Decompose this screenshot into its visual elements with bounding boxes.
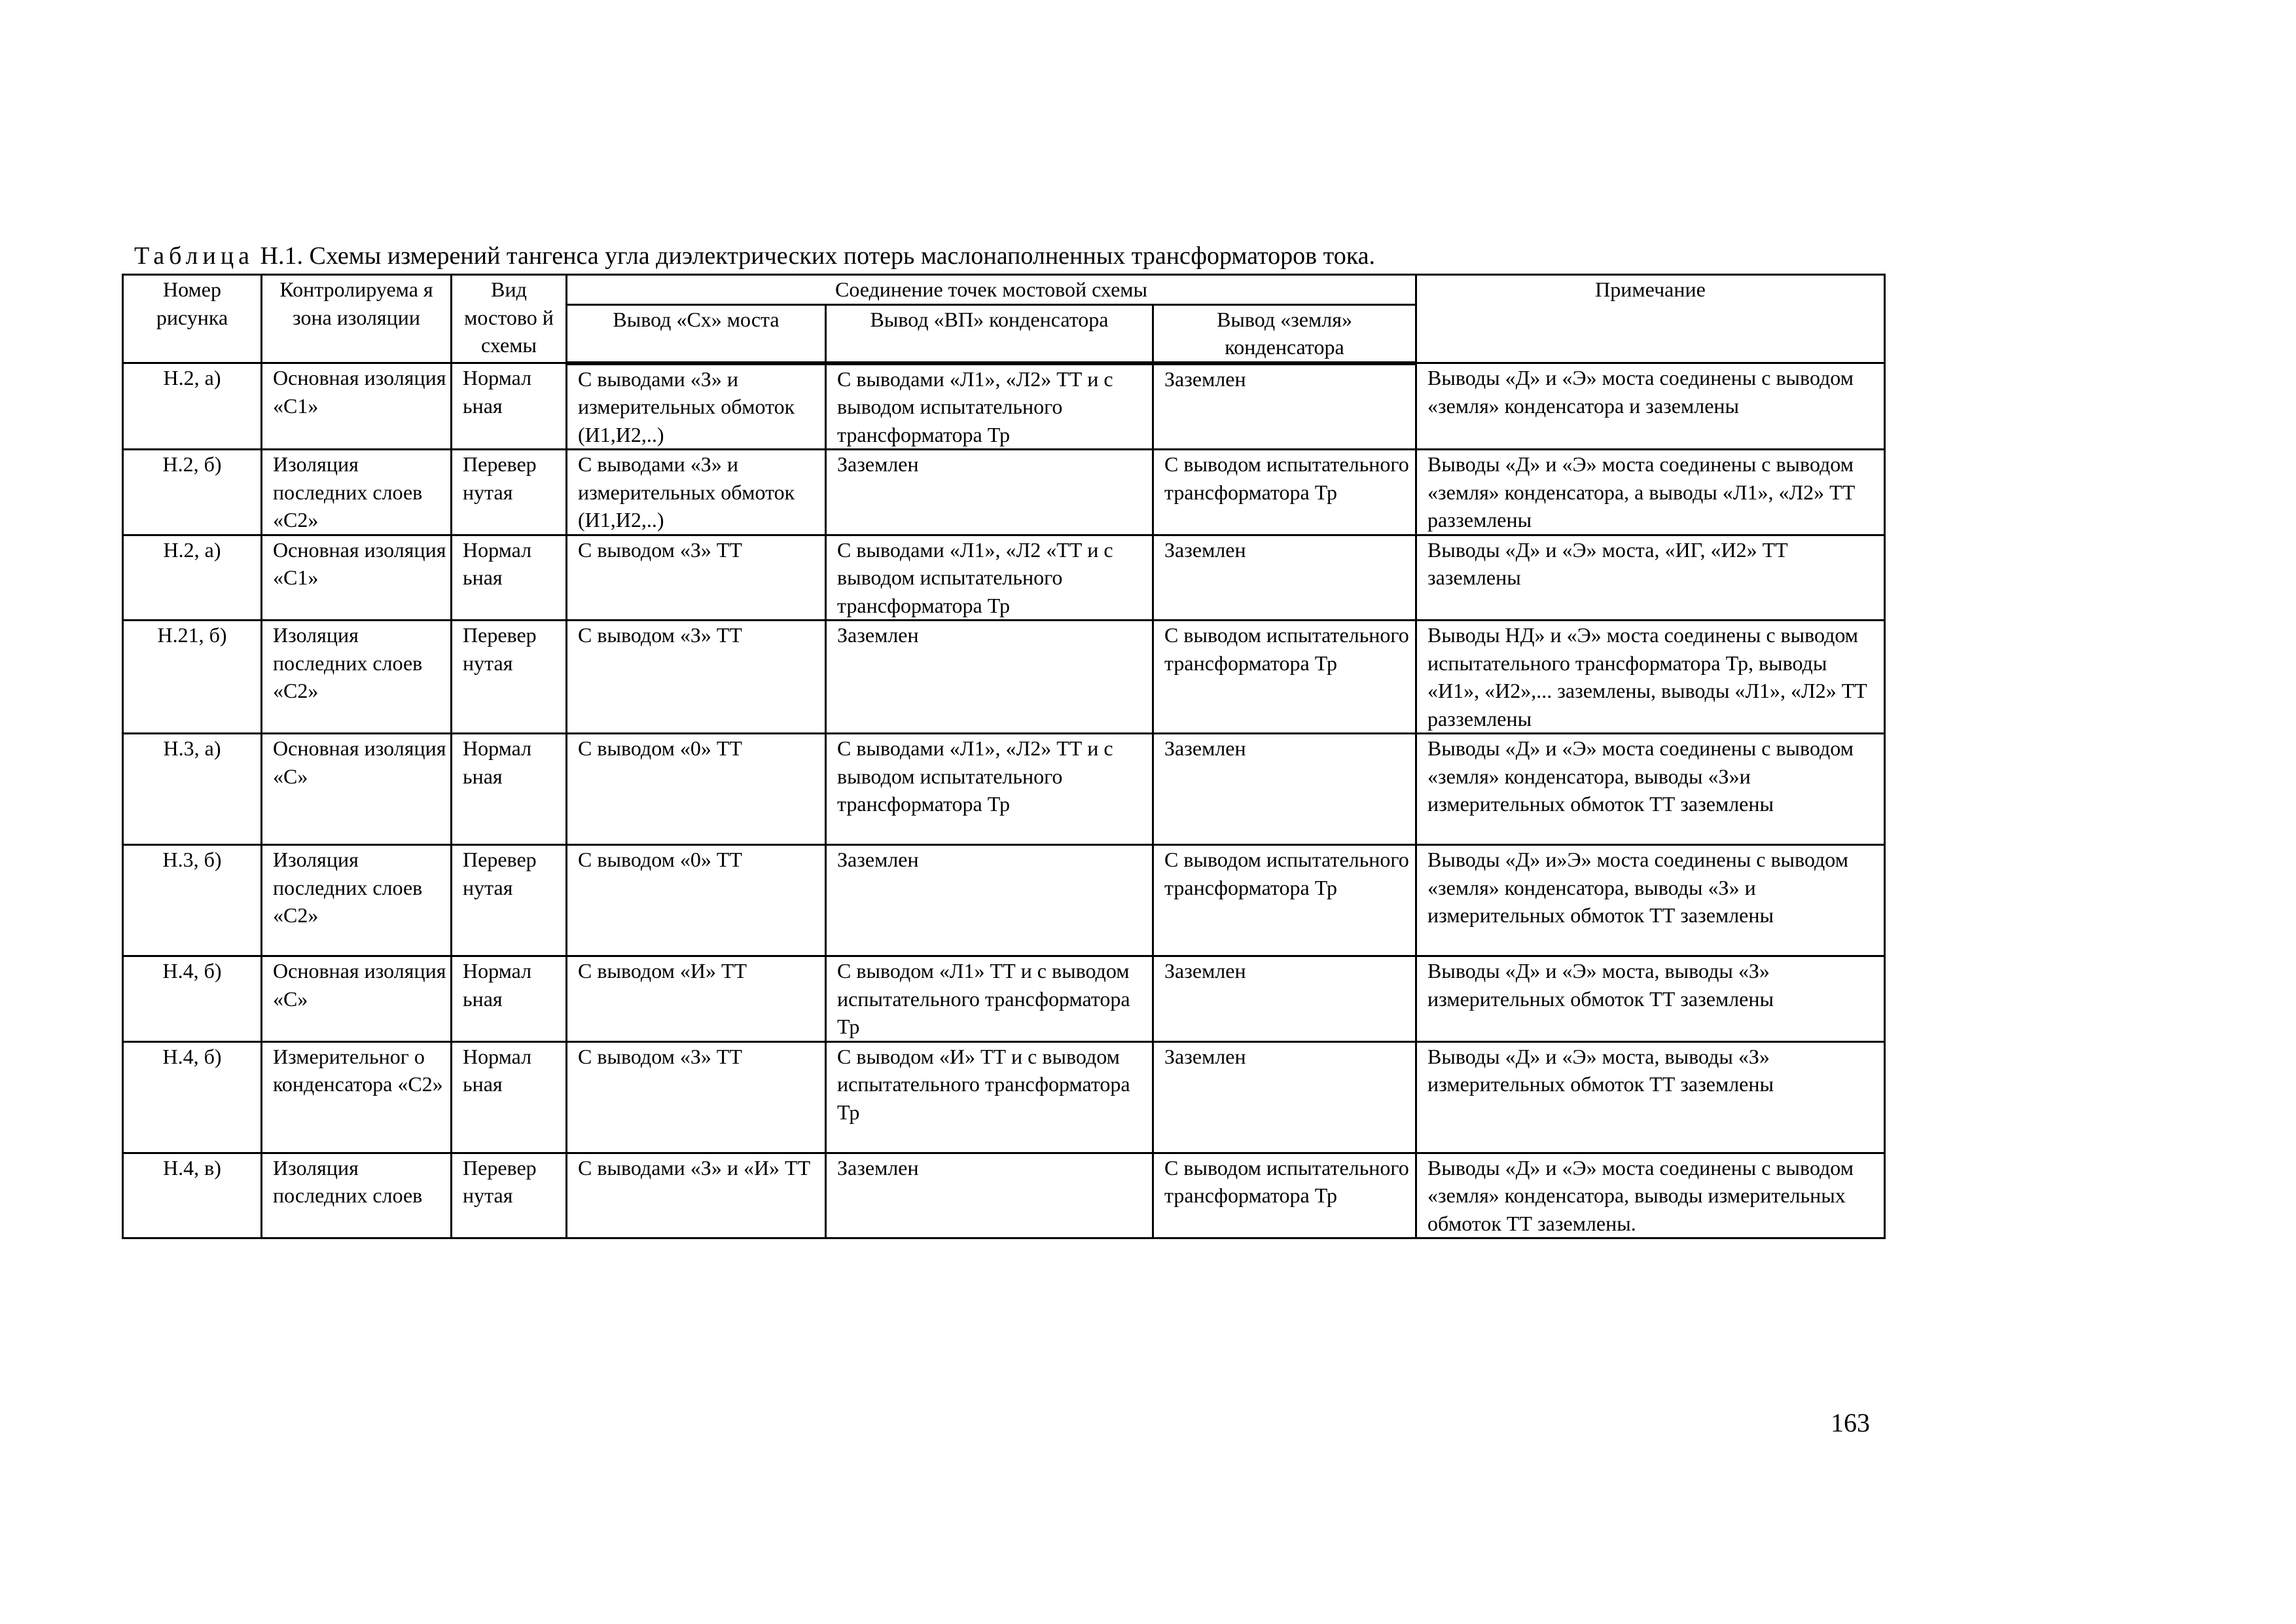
header-cx: Вывод «Сх» моста [567,304,826,363]
cell-figure: Н.3, а) [123,734,262,845]
page-number: 163 [1831,1408,1870,1437]
cell-scheme: Нормал ьная [452,956,567,1042]
cell-scheme: Нормал ьная [452,734,567,845]
cell-cx: С выводом «0» ТТ [567,845,826,956]
cell-cx: С выводом «З» ТТ [567,1041,826,1153]
cell-note: Выводы «Д» и «Э» моста соединены с выводом «земля» конденсатора, выводы «З»и измерительных обмоток ТТ заземлены [1416,734,1885,845]
cell-scheme: Перевер нутая [452,1153,567,1238]
cell-cx: С выводом «И» ТТ [567,956,826,1042]
header-ground: Вывод «земля» конденсатора [1153,304,1416,363]
cell-zone: Основная изоляция «С» [262,734,452,845]
cell-zone: Измерительног о конденсатора «С2» [262,1041,452,1153]
cell-note: Выводы «Д» и «Э» моста, выводы «З» измерительных обмоток ТТ заземлены [1416,956,1885,1042]
cell-ground: Заземлен [1153,1041,1416,1153]
cell-ground: Заземлен [1153,734,1416,845]
cell-note: Выводы «Д» и «Э» моста соединены с выводом «земля» конденсатора и заземлены [1416,363,1885,450]
cell-zone: Изоляция последних слоев «С2» [262,621,452,734]
cell-vp: Заземлен [826,450,1153,535]
cell-ground: С выводом испытательного трансформатора Тр [1153,621,1416,734]
table-row [123,1041,1885,1153]
cell-figure: Н.2, а) [123,535,262,621]
cell-note: Выводы «Д» и»Э» моста соединены с выводом «земля» конденсатора, выводы «З» и измерительных обмоток ТТ заземлены [1416,845,1885,956]
cell-cx: С выводом «З» ТТ [567,535,826,621]
header-vp: Вывод «ВП» конденсатора [826,304,1153,363]
header-scheme: Вид мостово й схемы [452,275,567,363]
table-row [123,363,1885,450]
cell-zone: Основная изоляция «С1» [262,363,452,450]
cell-scheme: Нормал ьная [452,1041,567,1153]
table-caption-text: Н.1. Схемы измерений тангенса угла диэлектрических потерь маслонаполненных трансформаторов тока. [260,242,1375,270]
cell-ground: Заземлен [1153,956,1416,1042]
cell-zone: Изоляция последних слоев «С2» [262,845,452,956]
cell-ground: С выводом испытательного трансформатора Тр [1153,845,1416,956]
cell-ground: Заземлен [1153,535,1416,621]
cell-scheme: Перевер нутая [452,621,567,734]
header-note: Примечание [1416,275,1885,363]
cell-vp: С выводом «И» ТТ и с выводом испытательного трансформатора Тр [826,1041,1153,1153]
cell-figure: Н.4, в) [123,1153,262,1238]
table-caption [134,241,1375,271]
table-row [123,535,1885,621]
cell-scheme: Перевер нутая [452,450,567,535]
cell-cx: С выводами «З» и измерительных обмоток (И1,И2,..) [567,450,826,535]
cell-vp: С выводом «Л1» ТТ и с выводом испытательного трансформатора Тр [826,956,1153,1042]
cell-cx: С выводами «З» и «И» ТТ [567,1153,826,1238]
measurement-schemes-table [122,274,1886,1239]
cell-vp: Заземлен [826,845,1153,956]
cell-vp: С выводами «Л1», «Л2» ТТ и с выводом испытательного трансформатора Тр [826,734,1153,845]
cell-vp: Заземлен [826,1153,1153,1238]
cell-cx: С выводом «З» ТТ [567,621,826,734]
cell-zone: Изоляция последних слоев [262,1153,452,1238]
cell-zone: Основная изоляция «С» [262,956,452,1042]
cell-note: Выводы «Д» и «Э» моста, выводы «З» измерительных обмоток ТТ заземлены [1416,1041,1885,1153]
cell-figure: Н.4, б) [123,1041,262,1153]
cell-zone: Основная изоляция «С1» [262,535,452,621]
header-zone: Контролируема я зона изоляции [262,275,452,363]
table-body [123,363,1885,1238]
table-row [123,1153,1885,1238]
cell-zone: Изоляция последних слоев «С2» [262,450,452,535]
table-row [123,734,1885,845]
cell-cx: С выводом «0» ТТ [567,734,826,845]
cell-note: Выводы «Д» и «Э» моста соединены с выводом «земля» конденсатора, выводы измерительных обмоток ТТ заземлены. [1416,1153,1885,1238]
header-connection-group: Соединение точек мостовой схемы [567,275,1416,305]
table-caption-label: Таблица [134,242,255,270]
cell-note: Выводы «Д» и «Э» моста, «ИГ, «И2» ТТ заземлены [1416,535,1885,621]
cell-figure: Н.4, б) [123,956,262,1042]
cell-vp: Заземлен [826,621,1153,734]
table-row [123,845,1885,956]
cell-scheme: Перевер нутая [452,845,567,956]
cell-cx: С выводами «З» и измерительных обмоток (И1,И2,..) [567,363,826,450]
table-row [123,450,1885,535]
cell-figure: Н.21, б) [123,621,262,734]
cell-ground: С выводом испытательного трансформатора Тр [1153,450,1416,535]
cell-vp: С выводами «Л1», «Л2» ТТ и с выводом испытательного трансформатора Тр [826,363,1153,450]
cell-vp: С выводами «Л1», «Л2 «ТТ и с выводом испытательного трансформатора Тр [826,535,1153,621]
cell-figure: Н.2, а) [123,363,262,450]
cell-note: Выводы НД» и «Э» моста соединены с выводом испытательного трансформатора Тр, выводы «И1», «И2»,... заземлены, выводы «Л1», «Л2» ТТ разземлены [1416,621,1885,734]
cell-scheme: Нормал ьная [452,363,567,450]
cell-note: Выводы «Д» и «Э» моста соединены с выводом «земля» конденсатора, а выводы «Л1», «Л2» ТТ разземлены [1416,450,1885,535]
table-row [123,621,1885,734]
header-figure: Номер рисунка [123,275,262,363]
table-row [123,956,1885,1042]
cell-figure: Н.3, б) [123,845,262,956]
cell-figure: Н.2, б) [123,450,262,535]
cell-scheme: Нормал ьная [452,535,567,621]
cell-ground: Заземлен [1153,363,1416,450]
cell-ground: С выводом испытательного трансформатора Тр [1153,1153,1416,1238]
